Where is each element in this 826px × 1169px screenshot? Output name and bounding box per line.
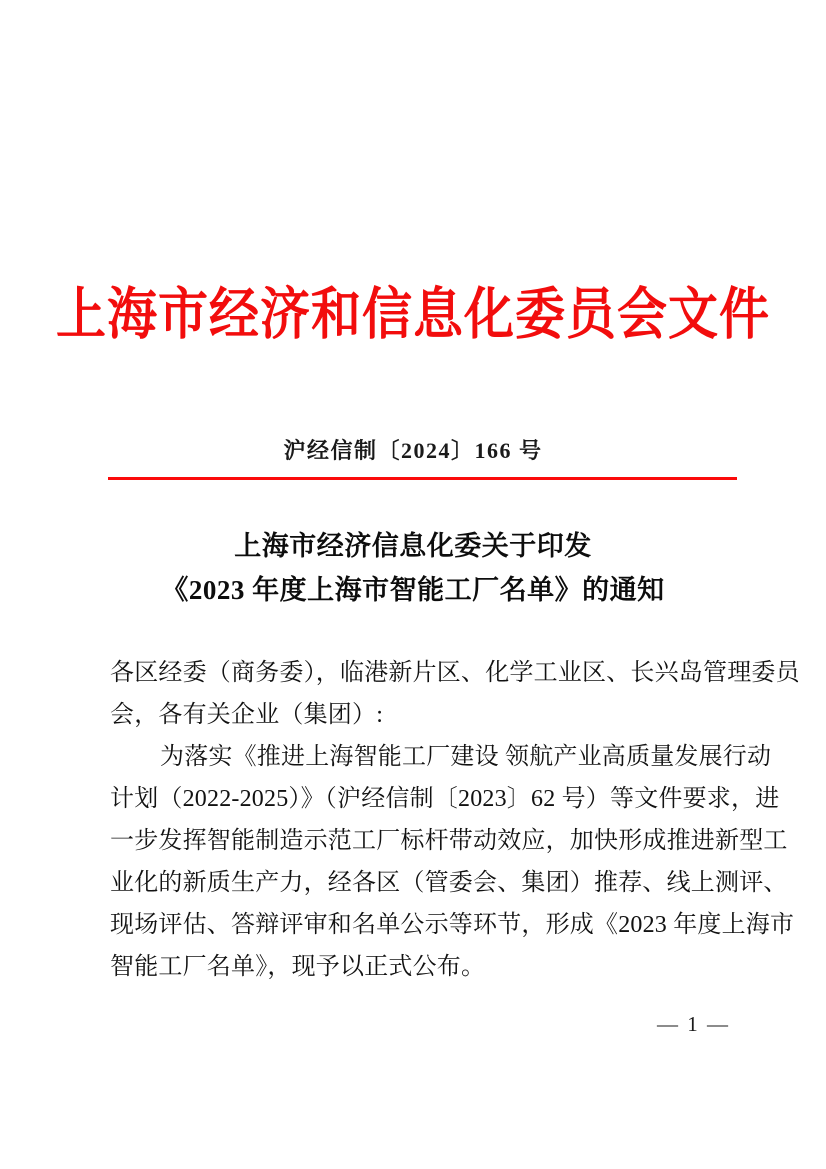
masthead-title: 上海市经济和信息化委员会文件 xyxy=(56,283,770,346)
document-title-line-2: 《2023 年度上海市智能工厂名单》的通知 xyxy=(161,575,665,605)
document-title xyxy=(0,524,826,612)
body-line: 各区经委（商务委），临港新片区、化学工业区、长兴岛管理委员 xyxy=(110,660,800,686)
masthead xyxy=(0,282,826,346)
body-line: 智能工厂名单》，现予以正式公布。 xyxy=(110,954,486,980)
red-separator-rule xyxy=(108,477,737,480)
body-line: 业化的新质生产力，经各区（管委会、集团）推荐、线上测评、 xyxy=(110,870,788,896)
body-line: 一步发挥智能制造示范工厂标杆带动效应，加快形成推进新型工 xyxy=(110,828,788,854)
body-line: 为落实《推进上海智能工厂建设 领航产业高质量发展行动 xyxy=(160,744,772,770)
document-body xyxy=(110,652,800,988)
page-footer xyxy=(110,1012,730,1037)
page-number: — 1 — xyxy=(657,1012,730,1036)
body-line: 会，各有关企业（集团）: xyxy=(110,702,384,728)
document-title-line-1: 上海市经济信息化委关于印发 xyxy=(234,531,592,561)
document-number: 沪经信制〔2024〕166 号 xyxy=(283,438,543,463)
body-line: 现场评估、答辩评审和名单公示等环节，形成《2023 年度上海市 xyxy=(110,912,795,938)
document-number-row xyxy=(0,434,826,465)
body-line: 计划（2022-2025）》（沪经信制〔2023〕62 号）等文件要求，进 xyxy=(110,786,780,812)
